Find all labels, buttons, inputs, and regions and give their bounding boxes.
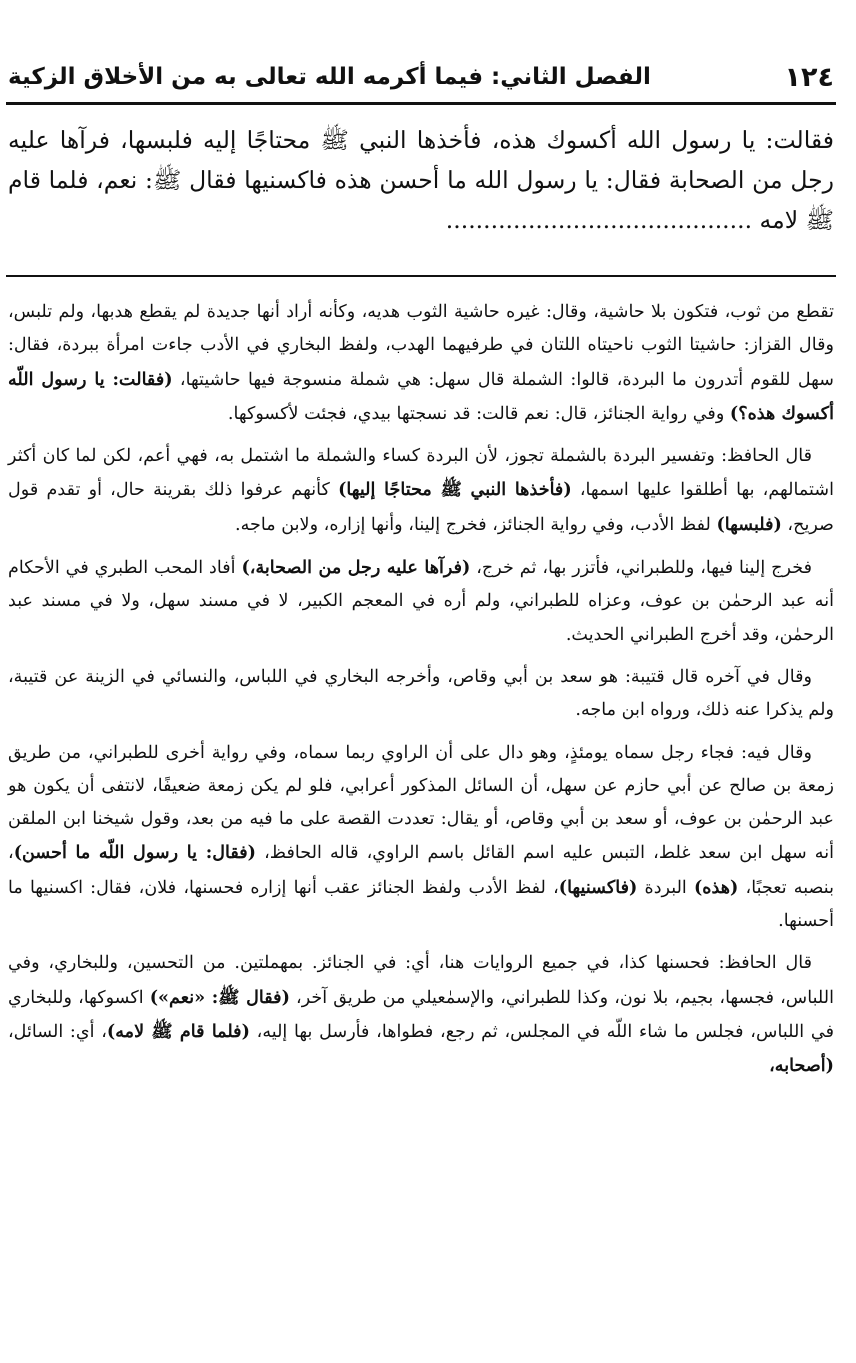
chapter-title: الفصل الثاني: فيما أكرمه الله تعالى به من الأخلاق الزكية [8, 64, 651, 90]
quoted-matn: (فقالت: يا رسول اللّه أكسوك هذه؟) [8, 368, 834, 424]
commentary-text: وقال في آخره قال قتيبة: هو سعد بن أبي وقاص، وأخرجه البخاري في اللباس، والنسائي في الزينة عن قتيبة، ولم يذكرا عنه ذلك، ورواه ابن ماجه. [8, 666, 834, 721]
header-divider [6, 102, 836, 105]
commentary-text: قال الحافظ: وتفسير البردة بالشملة تجوز، لأن البردة كساء والشملة ما اشتمل به، فهي أعم، لكن لما كان أكثر اشتمالهم، بها أطلقوا عليها اسمها، [8, 446, 834, 501]
commentary-text: وقال فيه: فجاء رجل سماه يومئذٍ، وهو دال على أن الراوي ربما سماه، وفي رواية أخرى للطبراني، من طريق زمعة بن صالح عن أبي حازم عن سهل، أن السائل المذكور أعرابي، فلو لم يكن زمعة ضعيفًا، لانتفى أن يكون هو عبد الرحمٰن بن عوف، أو سعد بن أبي وقاص، أو يقال: تعددت القصة على ما فيه من بعد، وقول شيخنا ابن الملقن أنه سهل ابن سعد غلط، التبس عليه اسم القائل باسم الراوي، قاله الحافظ، [8, 742, 835, 864]
quoted-matn: (فأخذها النبي ﷺ محتاجًا إليها) [338, 479, 572, 501]
commentary-text: أفاد المحب الطبري في الأحكام أنه عبد الرحمٰن بن عوف، وعزاه للطبراني، ولم أره في المعجم الكبير، لا في مسند سهل، ولا في مسند عبد الرحمٰن، وقد أخرج الطبراني الحديث. [8, 558, 834, 645]
commentary-paragraph-4 [8, 661, 834, 728]
quoted-matn: (فرآها عليه رجل من الصحابة،) [241, 557, 471, 579]
quoted-matn: (فلما قام ﷺ لامه) [106, 1020, 250, 1042]
quoted-matn: (هذه) [693, 876, 739, 898]
commentary-paragraph-2 [8, 440, 834, 542]
quoted-matn: (أصحابه، [769, 1055, 834, 1077]
commentary-text: البردة [637, 877, 694, 898]
commentary-text: كأنهم عرفوا ذلك بقرينة حال، أو تقدم قول صريح، [8, 480, 834, 535]
quoted-matn: (فقال: يا رسول اللّه ما أحسن) [13, 842, 256, 864]
ellipsis-dots: ......................................... [445, 206, 753, 234]
commentary-text: فخرج إلينا فيها، وللطبراني، فأتزر بها، ثم خرج، [470, 558, 812, 579]
commentary-text: تقطع من ثوب، فتكون بلا حاشية، وقال: غيره حاشية الثوب هديه، وكأنه أراد أنها جديدة لم يقطع هدبها، ولم تلبس، وقال القزاز: حاشيتا الثوب ناحيتاه اللتان في طرفيهما الهدب، ولفظ البخاري في الأدب جاءت امرأة ببردة، فقال: سهل للقوم أتدرون ما البردة، قالوا: الشملة قال سهل: هي شملة منسوجة فيها حاشيتها، [8, 302, 834, 390]
commentary-text: وفي رواية الجنائز، قال: نعم قالت: قد نسجتها بيدي، فجئت لأكسوكها. [227, 403, 730, 424]
commentary-paragraph-6 [8, 947, 834, 1083]
commentary-text: ، بنصبه تعجبًا، [8, 843, 834, 898]
commentary-paragraph-3 [8, 551, 834, 652]
hadith-divider [6, 275, 836, 277]
commentary-text: ، أي: السائل، [8, 1021, 107, 1042]
quoted-matn: (فقال ﷺ: «نعم») [149, 986, 290, 1008]
commentary-text: ، لفظ الأدب ولفظ الجنائز عقب أنها إزاره فحسنها، فلان، فقال: اكسنيها ما أحسنها. [8, 877, 834, 932]
commentary-text: اكسوكها، وللبخاري في اللباس، فجلس ما شاء اللّه في المجلس، ثم رجع، فطواها، فأرسل بها إليه، [8, 987, 834, 1042]
commentary-paragraph-1 [8, 296, 834, 431]
page-header [8, 54, 834, 100]
commentary-body [8, 296, 834, 1093]
page-number: ١٢٤ [784, 61, 834, 93]
hadith-text-block [8, 120, 834, 240]
commentary-text: لفظ الأدب، وفي رواية الجنائز، فخرج إلينا، وأنها إزاره، ولابن ماجه. [234, 514, 717, 535]
commentary-text: قال الحافظ: فحسنها كذا، في جميع الروايات هنا، أي: في الجنائز. بمهملتين. من التحسين، وللبخاري، وفي اللباس، فجسها، بجيم، بلا نون، وكذا للطبراني، والإسمٰعيلي من طريق آخر، [8, 953, 834, 1008]
commentary-paragraph-5 [8, 737, 834, 939]
quoted-matn: (فلبسها) [716, 513, 782, 535]
quoted-matn: (فاكسنيها) [558, 876, 638, 898]
hadith-text: فقالت: يا رسول الله أكسوك هذه، فأخذها النبي ﷺ محتاجًا إليه فلبسها، فرآها عليه رجل من الصحابة فقال: يا رسول الله ما أحسن هذه فاكسنيها فقال ﷺ: نعم، فلما قام ﷺ لامه [8, 126, 834, 234]
